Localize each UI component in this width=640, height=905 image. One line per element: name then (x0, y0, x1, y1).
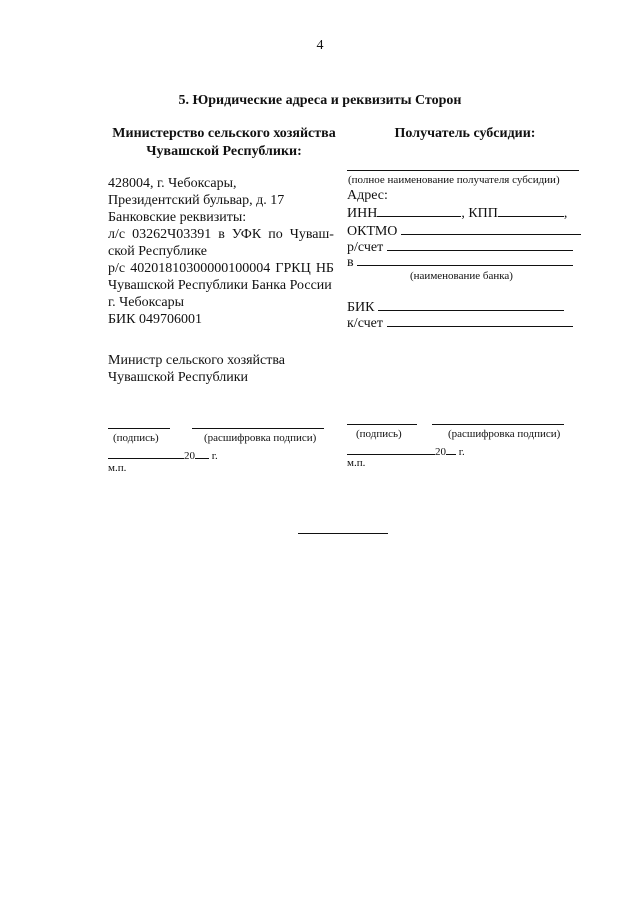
ministry-stamp: м.п. (108, 462, 127, 474)
recipient-corr-account: к/счет (347, 314, 573, 332)
minister-line1: Министр сельского хозяйства (108, 353, 285, 368)
recipient-bank-caption: (наименование банка) (410, 270, 513, 282)
ministry-decode-label: (расшифровка подписи) (204, 432, 317, 444)
ministry-decode-line (192, 428, 324, 429)
page-number: 4 (316, 38, 324, 53)
ministry-signature-line (108, 428, 170, 429)
recipient-decode-label: (расшифровка подписи) (448, 428, 561, 440)
ministry-signature-label: (подпись) (113, 432, 159, 444)
recipient-date: 20 г. (347, 442, 465, 458)
recipient-bik: БИК (347, 298, 564, 316)
end-separator (298, 533, 388, 534)
recipient-title: Получатель субсидии: (394, 126, 536, 141)
recipient-oktmo: ОКТМО (347, 222, 581, 240)
recipient-inn-kpp: ИНН , КПП , (347, 206, 568, 221)
ministry-date: 20 г. (108, 446, 218, 462)
recipient-stamp: м.п. (347, 457, 366, 469)
ministry-address-line2: Президентский бульвар, д. 17 (108, 193, 285, 208)
ministry-title-line1: Министерство сельского хозяйства (112, 126, 336, 141)
ministry-bank-name: Чувашской Республики Банка России (108, 278, 332, 293)
ministry-requisites (108, 175, 336, 328)
ministry-bank-heading: Банковские реквизиты: (108, 210, 247, 225)
recipient-address-label: Адрес: (347, 188, 388, 203)
recipient-decode-line (432, 424, 564, 425)
ministry-account-cont: ской Республике (108, 244, 207, 259)
ministry-title (100, 125, 348, 161)
recipient-bank: в (347, 253, 573, 271)
minister-position (108, 352, 285, 386)
ministry-personal-account: л/с 03262Ч03391 в УФК по Чуваш- (108, 227, 334, 242)
ministry-bik: БИК 049706001 (108, 312, 202, 327)
recipient-signature-line (347, 424, 417, 425)
ministry-city: г. Чебоксары (108, 295, 185, 310)
recipient-fullname-caption: (полное наименование получателя субсидии) (348, 174, 560, 186)
ministry-address-line1: 428004, г. Чебоксары, (108, 176, 237, 191)
ministry-settlement-account: р/с 40201810300000100004 ГРКЦ НБ (108, 261, 334, 276)
section-title: 5. Юридические адреса и реквизиты Сторон (178, 93, 462, 108)
ministry-title-line2: Чувашской Республики: (146, 144, 302, 159)
recipient-settlement-account: р/счет (347, 238, 573, 256)
minister-line2: Чувашской Республики (108, 370, 249, 385)
recipient-fullname-line (347, 170, 579, 171)
recipient-signature-label: (подпись) (356, 428, 402, 440)
